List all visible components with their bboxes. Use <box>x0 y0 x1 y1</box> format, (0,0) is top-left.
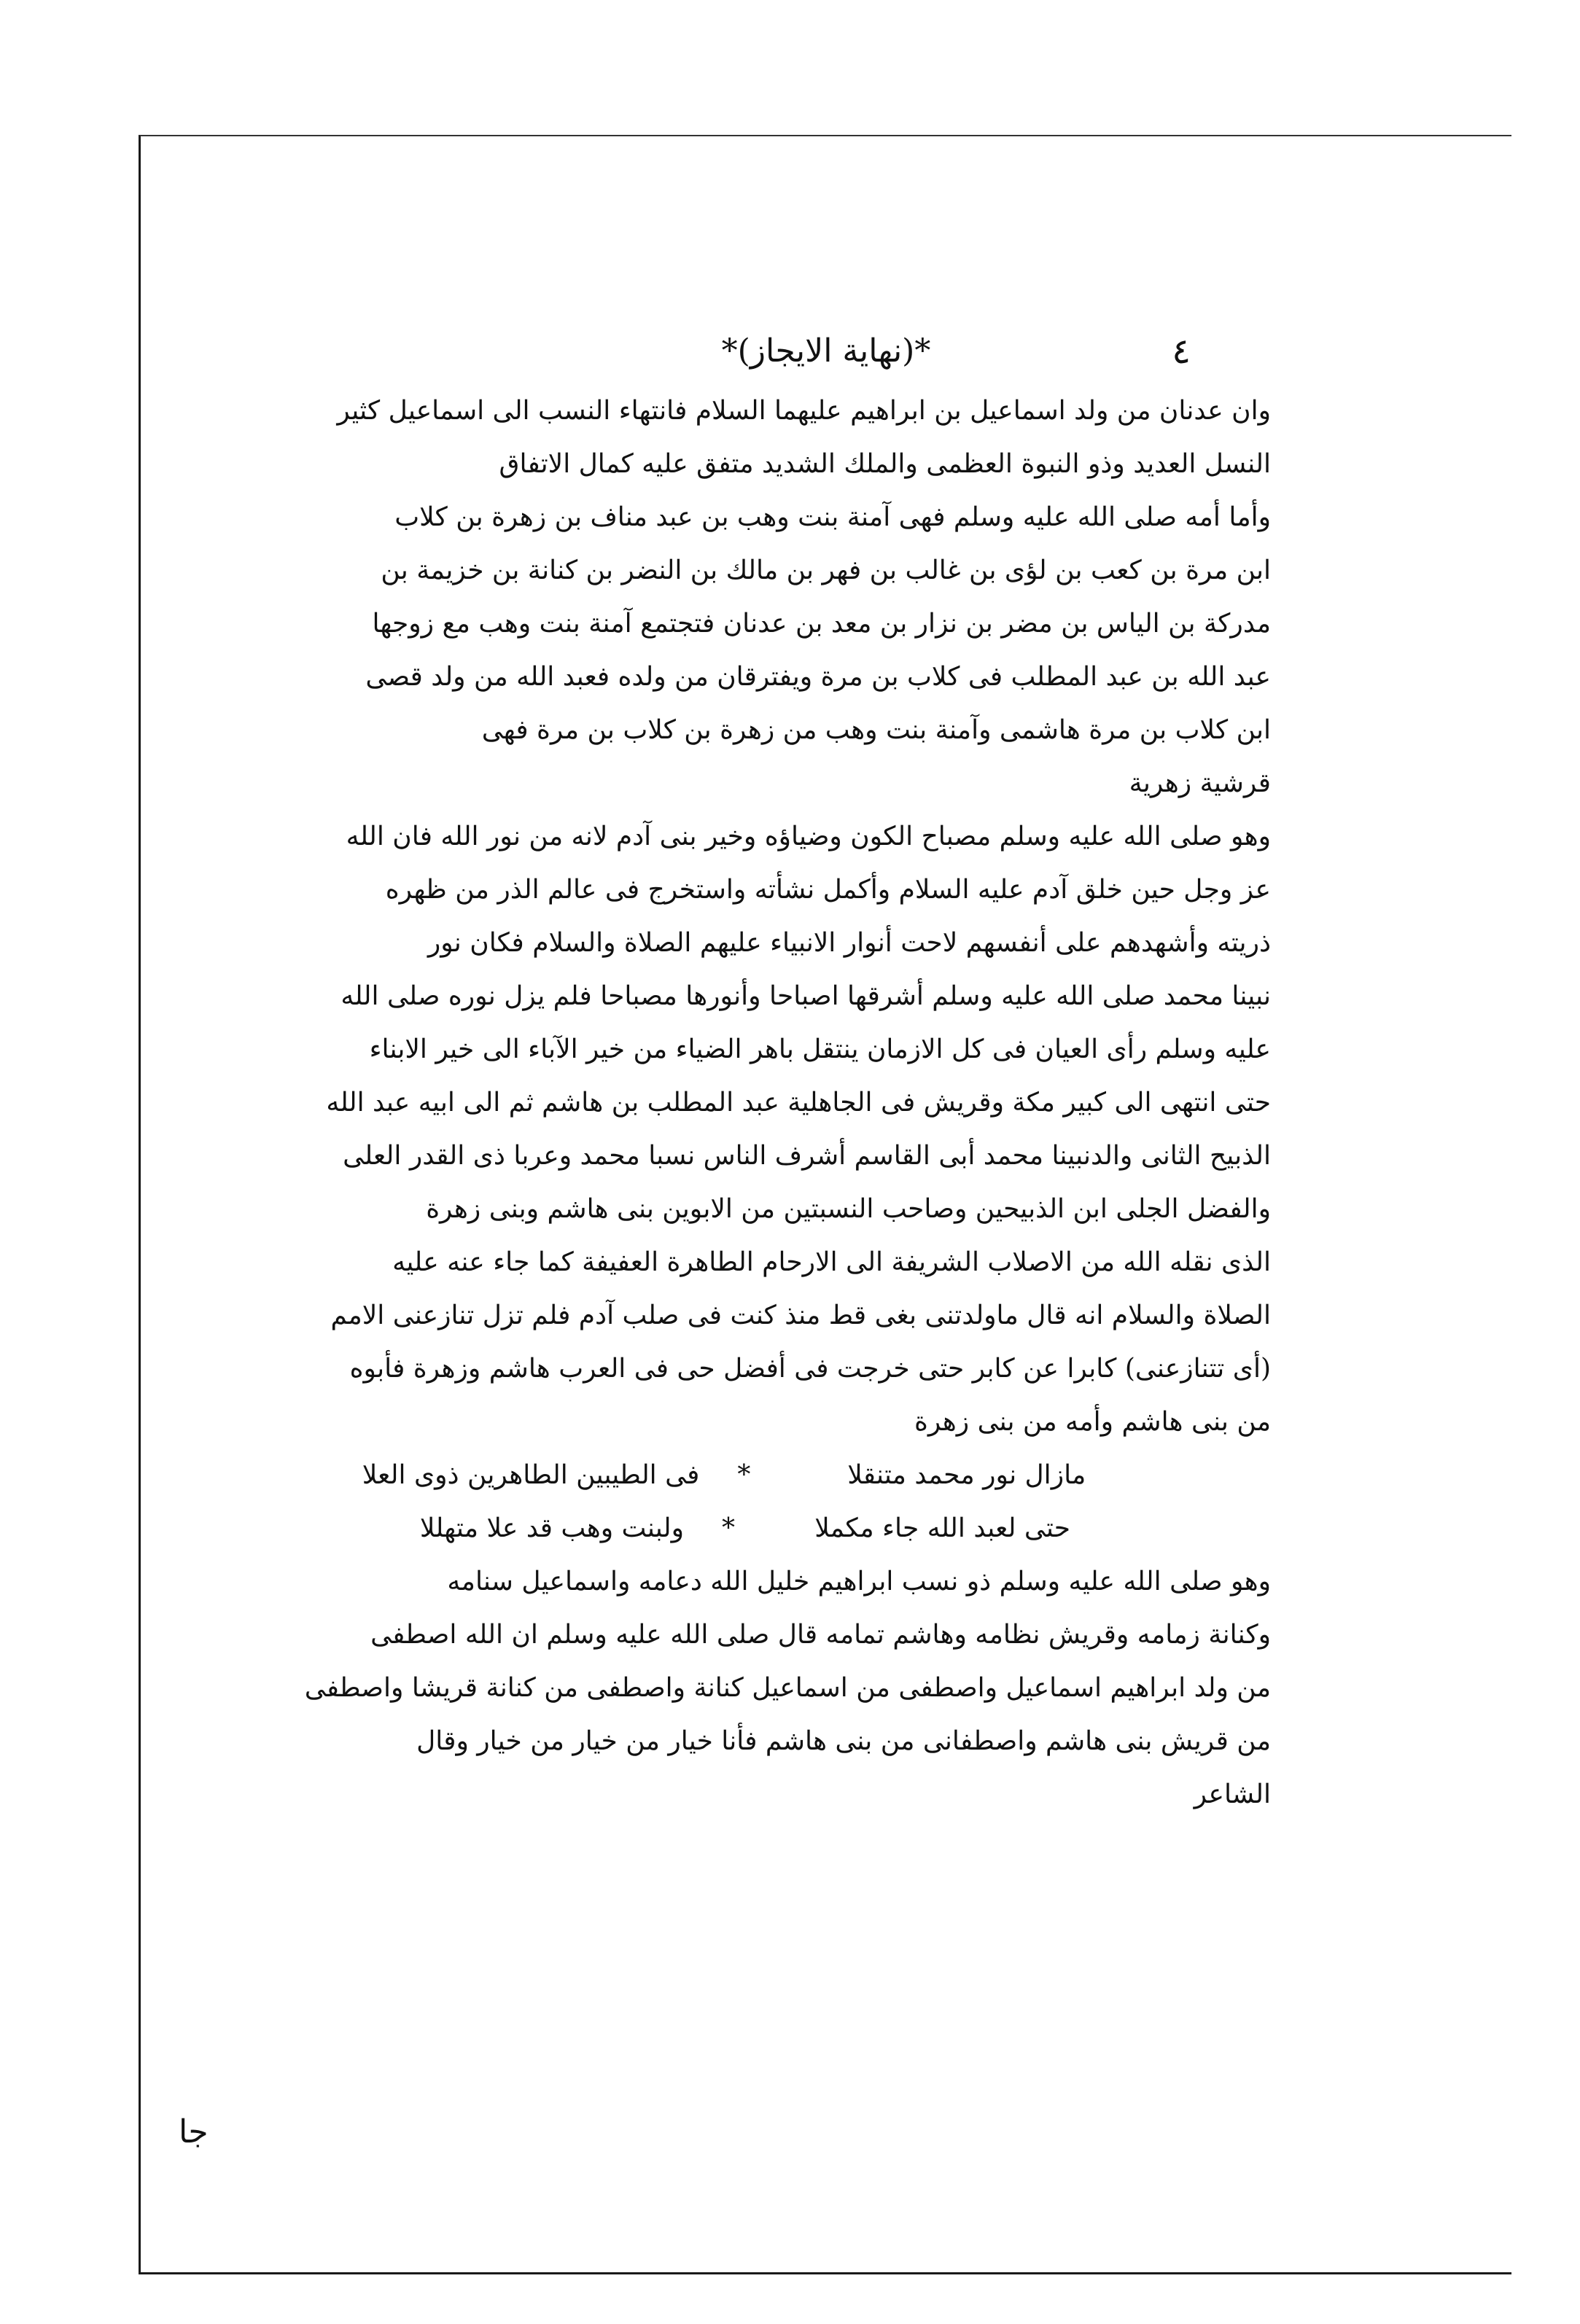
page-number: ٤ <box>1172 331 1191 372</box>
text-line: وان عدنان من ولد اسماعيل بن ابراهيم عليهما السلام فانتهاء النسب الى اسماعيل كثير <box>337 396 1271 426</box>
text-line: الشاعر <box>1194 1779 1271 1809</box>
text-line: الذى نقله الله من الاصلاب الشريفة الى الارحام الطاهرة العفيفة كما جاء عنه عليه <box>392 1247 1271 1277</box>
verse-separator: * <box>722 1513 735 1543</box>
text-line: ابن كلاب بن مرة هاشمى وآمنة بنت وهب من زهرة بن كلاب بن مرة فهى <box>481 715 1271 745</box>
page-header <box>141 330 1511 373</box>
verse-second-hemistich: ولبنت وهب قد علا متهللا <box>419 1513 684 1543</box>
text-line: وأما أمه صلى الله عليه وسلم فهى آمنة بنت وهب بن عبد مناف بن زهرة بن كلاب <box>394 502 1271 532</box>
signature-mark: جا <box>179 2113 209 2151</box>
running-title: *(نهاية الايجاز)* <box>721 332 931 370</box>
text-line: (أى تتنازعنى) كابرا عن كابر حتى خرجت فى أفضل حى فى العرب هاشم وزهرة فأبوه <box>349 1354 1271 1384</box>
text-line: ابن مرة بن كعب بن لؤى بن غالب بن فهر بن مالك بن النضر بن كنانة بن خزيمة بن <box>381 555 1271 585</box>
verse-block <box>279 1448 1271 1555</box>
page <box>141 136 1511 2272</box>
verse-line <box>279 1448 1169 1502</box>
text-line: عبد الله بن عبد المطلب فى كلاب بن مرة ويفترقان من ولده فعبد الله من ولد قصى <box>365 662 1271 692</box>
verse-first-hemistich: حتى لعبد الله جاء مكملا <box>814 1513 1070 1543</box>
verse-separator: * <box>737 1460 751 1490</box>
text-line: والفضل الجلى ابن الذبيحين وصاحب النسبتين من الابوين بنى هاشم وبنى زهرة <box>426 1194 1271 1224</box>
text-line: من بنى هاشم وأمه من بنى زهرة <box>914 1407 1271 1437</box>
text-line: عليه وسلم رأى العيان فى كل الازمان ينتقل باهر الضياء من خير الآباء الى خير الابناء <box>369 1034 1271 1064</box>
text-line: ذريته وأشهدهم على أنفسهم لاحت أنوار الانبياء عليهم الصلاة والسلام فكان نور <box>427 928 1271 958</box>
verse-first-hemistich: مازال نور محمد متنقلا <box>847 1460 1086 1490</box>
text-line: النسل العديد وذو النبوة العظمى والملك الشديد متفق عليه كمال الاتفاق <box>499 449 1271 479</box>
text-line: حتى انتهى الى كبير مكة وقريش فى الجاهلية عبد المطلب بن هاشم ثم الى ابيه عبد الله <box>326 1088 1271 1118</box>
text-line: عز وجل حين خلق آدم عليه السلام وأكمل نشأته واستخرج فى عالم الذر من ظهره <box>385 875 1271 905</box>
verse-line <box>279 1502 1169 1555</box>
text-line: من ولد ابراهيم اسماعيل واصطفى من اسماعيل كنانة واصطفى من كنانة قريشا واصطفى <box>304 1673 1271 1703</box>
text-line: الصلاة والسلام انه قال ماولدتنى بغى قط منذ كنت فى صلب آدم فلم تزل تنازعنى الامم <box>330 1301 1271 1330</box>
verse-second-hemistich: فى الطيبين الطاهرين ذوى العلا <box>362 1460 700 1490</box>
text-line: وهو صلى الله عليه وسلم ذو نسب ابراهيم خليل الله دعامه واسماعيل سنامه <box>447 1567 1271 1596</box>
text-line: نبينا محمد صلى الله عليه وسلم أشرقها اصباحا وأنورها مصباحا فلم يزل نوره صلى الله <box>340 981 1271 1011</box>
page-frame <box>139 135 1511 2274</box>
text-line: من قريش بنى هاشم واصطفانى من بنى هاشم فأنا خيار من خيار من خيار وقال <box>416 1726 1271 1756</box>
text-line: مدركة بن الياس بن مضر بن نزار بن معد بن عدنان فتجتمع آمنة بنت وهب مع زوجها <box>372 609 1271 639</box>
text-line: الذبيح الثانى والدنبينا محمد أبى القاسم أشرف الناس نسبا محمد وعربا ذى القدر العلى <box>343 1141 1271 1171</box>
body-text <box>279 384 1271 1821</box>
text-line: قرشية زهرية <box>1129 768 1271 798</box>
text-line: وكنانة زمامه وقريش نظامه وهاشم تمامه قال صلى الله عليه وسلم ان الله اصطفى <box>370 1620 1271 1650</box>
text-line: وهو صلى الله عليه وسلم مصباح الكون وضياؤه وخير بنى آدم لانه من نور الله فان الله <box>346 822 1271 851</box>
